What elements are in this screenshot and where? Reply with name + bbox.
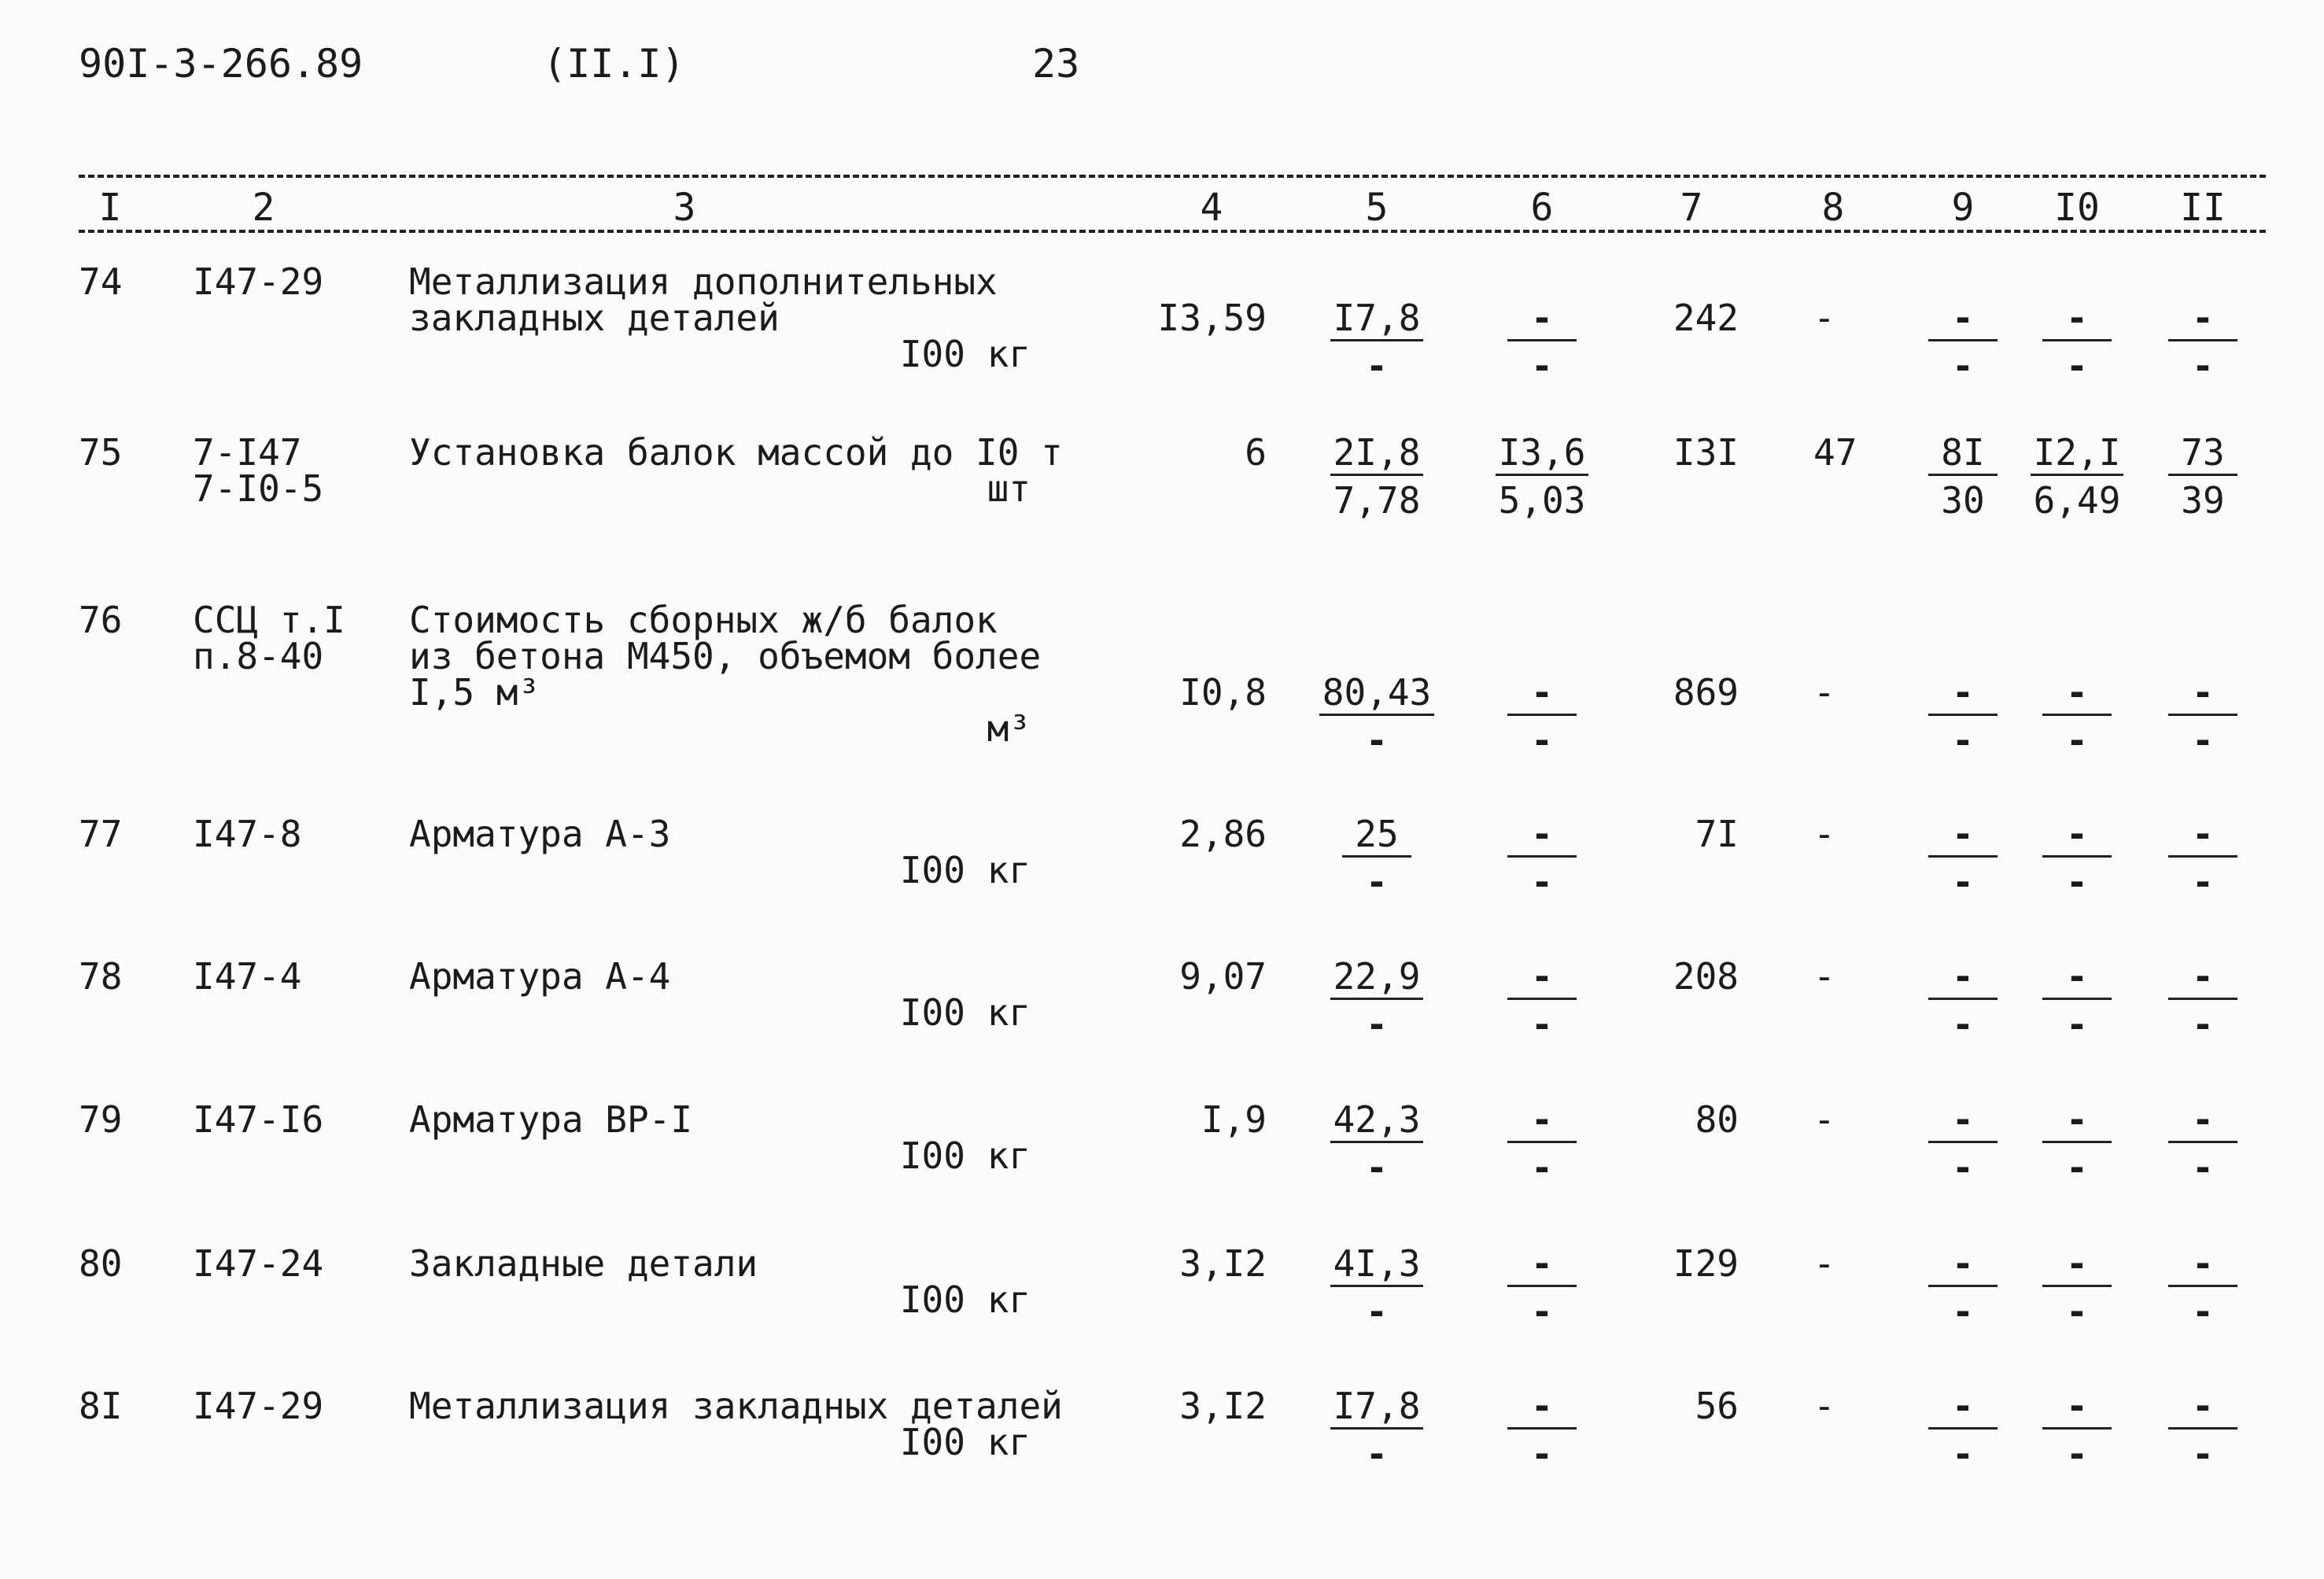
document-code: 90I-3-266.89 [79, 41, 363, 87]
work-description: Металлизация дополнительных закладных деталей [409, 260, 998, 339]
col11-value-numerator: 73 [2168, 434, 2237, 476]
work-description: Установка балок массой до I0 т [409, 431, 1063, 474]
row-number: 76 [79, 599, 123, 641]
col9-value-denominator: - [1952, 1290, 1974, 1333]
col9-value-numerator: - [1928, 674, 1998, 716]
col11-value [2136, 297, 2270, 387]
unit-cost-labor-denominator: - [1531, 1146, 1553, 1189]
col10-value [2010, 671, 2144, 762]
col11-value-numerator: - [2168, 674, 2237, 716]
unit-of-measure: I00 кг [899, 1421, 1031, 1463]
section-number: (II.I) [543, 41, 685, 87]
unit-cost-total-numerator: 42,3 [1330, 1101, 1424, 1143]
col10-value-numerator: - [2042, 1388, 2112, 1430]
col10-value-numerator: - [2042, 1101, 2112, 1143]
col9-value-numerator: - [1928, 958, 1998, 1000]
col9-value-numerator: - [1928, 300, 1998, 341]
col11-value [2136, 671, 2270, 762]
col11-value-denominator: - [2192, 345, 2214, 387]
col9-value-numerator: 8I [1928, 434, 1998, 476]
labor-cost: - [1813, 297, 1835, 339]
col10-value [2010, 431, 2144, 522]
col10-value-numerator: - [2042, 816, 2112, 858]
unit-cost-total-numerator: 25 [1342, 816, 1411, 858]
col9-value-denominator: - [1952, 1003, 1974, 1046]
col11-value [2136, 1385, 2270, 1475]
labor-cost: - [1813, 813, 1835, 855]
row-number: 74 [79, 260, 123, 303]
col11-value-numerator: - [2168, 300, 2237, 341]
col10-value-denominator: - [2066, 861, 2088, 903]
column-number: 2 [252, 186, 275, 230]
col10-value-denominator: - [2066, 719, 2088, 762]
norm-reference: I47-4 [193, 955, 302, 998]
column-number: I [98, 186, 122, 230]
col9-value-denominator: - [1952, 861, 1974, 903]
labor-cost: - [1813, 1098, 1835, 1141]
col11-value-numerator: - [2168, 1245, 2237, 1287]
norm-reference: I47-29 [193, 260, 324, 303]
quantity: 9,07 [1179, 955, 1267, 998]
col10-value-numerator: - [2042, 300, 2112, 341]
total-cost: 56 [1695, 1385, 1739, 1427]
col9-value-denominator: - [1952, 1433, 1974, 1475]
col10-value [2010, 1385, 2144, 1475]
col10-value-denominator: - [2066, 345, 2088, 387]
col10-value-numerator: - [2042, 958, 2112, 1000]
col10-value-numerator: I2,I [2031, 434, 2124, 476]
quantity: 3,I2 [1179, 1242, 1267, 1285]
row-number: 79 [79, 1098, 123, 1141]
work-description: Арматура А-4 [409, 955, 671, 998]
unit-cost-total-numerator: 80,43 [1319, 674, 1434, 716]
unit-cost-labor-denominator: - [1531, 1290, 1553, 1333]
unit-cost-labor [1475, 1385, 1609, 1475]
col11-value [2136, 955, 2270, 1046]
unit-cost-total [1310, 671, 1444, 762]
labor-cost: - [1813, 671, 1835, 714]
unit-of-measure: I00 кг [899, 333, 1031, 375]
column-number: II [2180, 186, 2226, 230]
column-number: 8 [1821, 186, 1845, 230]
work-description: Закладные детали [409, 1242, 758, 1285]
col10-value-denominator: - [2066, 1290, 2088, 1333]
total-cost: 242 [1673, 297, 1739, 339]
unit-of-measure: шт [987, 467, 1031, 510]
col11-value [2136, 813, 2270, 903]
table-header-rule [79, 230, 2266, 233]
work-description: Стоимость сборных ж/б балок из бетона М450, объемом более I,5 м³ [409, 599, 1042, 714]
col11-value [2136, 431, 2270, 522]
col10-value [2010, 955, 2144, 1046]
work-description: Арматура ВР-I [409, 1098, 693, 1141]
unit-cost-labor-numerator: - [1507, 1101, 1577, 1143]
work-description: Арматура А-3 [409, 813, 671, 855]
unit-cost-total-denominator: - [1366, 1290, 1388, 1333]
col10-value [2010, 297, 2144, 387]
col11-value-numerator: - [2168, 1388, 2237, 1430]
quantity: 3,I2 [1179, 1385, 1267, 1427]
unit-cost-labor-numerator: - [1507, 958, 1577, 1000]
row-number: 8I [79, 1385, 123, 1427]
unit-cost-labor [1475, 1098, 1609, 1189]
unit-cost-total-denominator: - [1366, 1433, 1388, 1475]
labor-cost: - [1813, 1385, 1835, 1427]
unit-cost-total-numerator: 2I,8 [1330, 434, 1424, 476]
unit-cost-labor [1475, 1242, 1609, 1333]
col9-value-denominator: 30 [1941, 479, 1985, 522]
labor-cost: 47 [1813, 431, 1857, 474]
unit-cost-labor-numerator: - [1507, 674, 1577, 716]
row-number: 75 [79, 431, 123, 474]
unit-cost-total [1310, 297, 1444, 387]
unit-cost-labor [1475, 671, 1609, 762]
col10-value-denominator: - [2066, 1146, 2088, 1189]
col11-value [2136, 1242, 2270, 1333]
col10-value-denominator: - [2066, 1433, 2088, 1475]
total-cost: I29 [1673, 1242, 1739, 1285]
norm-reference: 7-I47 7-I0-5 [193, 431, 324, 510]
col11-value-numerator: - [2168, 958, 2237, 1000]
unit-cost-total [1310, 813, 1444, 903]
unit-of-measure: I00 кг [899, 1134, 1031, 1177]
unit-cost-total-numerator: I7,8 [1330, 300, 1424, 341]
unit-cost-total [1310, 1098, 1444, 1189]
row-number: 77 [79, 813, 123, 855]
col10-value [2010, 1242, 2144, 1333]
unit-cost-total-denominator: - [1366, 1146, 1388, 1189]
col9-value-denominator: - [1952, 1146, 1974, 1189]
column-number: 5 [1365, 186, 1389, 230]
table-top-rule [79, 175, 2266, 178]
col11-value-numerator: - [2168, 816, 2237, 858]
unit-cost-labor [1475, 297, 1609, 387]
unit-cost-labor [1475, 813, 1609, 903]
work-description: Металлизация закладных деталей [409, 1385, 1063, 1427]
labor-cost: - [1813, 1242, 1835, 1285]
unit-cost-total-denominator: - [1366, 861, 1388, 903]
unit-cost-labor-numerator: - [1507, 816, 1577, 858]
col11-value-denominator: 39 [2181, 479, 2225, 522]
column-number: 7 [1680, 186, 1703, 230]
unit-cost-labor-denominator: 5,03 [1498, 479, 1586, 522]
col10-value-denominator: - [2066, 1003, 2088, 1046]
quantity: I3,59 [1157, 297, 1267, 339]
column-number: 3 [673, 186, 696, 230]
unit-cost-total [1310, 431, 1444, 522]
unit-cost-total-denominator: - [1366, 1003, 1388, 1046]
page-number: 23 [1032, 41, 1080, 87]
unit-cost-total-denominator: 7,78 [1333, 479, 1421, 522]
total-cost: I3I [1673, 431, 1739, 474]
unit-cost-total [1310, 955, 1444, 1046]
quantity: I0,8 [1179, 671, 1267, 714]
unit-cost-total-denominator: - [1366, 719, 1388, 762]
unit-cost-total-numerator: 22,9 [1330, 958, 1424, 1000]
unit-of-measure: I00 кг [899, 849, 1031, 891]
norm-reference: I47-29 [193, 1385, 324, 1427]
col10-value [2010, 813, 2144, 903]
col9-value-denominator: - [1952, 719, 1974, 762]
unit-cost-labor-denominator: - [1531, 719, 1553, 762]
total-cost: 80 [1695, 1098, 1739, 1141]
unit-cost-labor-denominator: - [1531, 861, 1553, 903]
total-cost: 869 [1673, 671, 1739, 714]
quantity: 6 [1245, 431, 1267, 474]
col11-value-denominator: - [2192, 1146, 2214, 1189]
col10-value-numerator: - [2042, 674, 2112, 716]
norm-reference: ССЦ т.I п.8-40 [193, 599, 345, 677]
unit-of-measure: I00 кг [899, 1278, 1031, 1321]
total-cost: 208 [1673, 955, 1739, 998]
col11-value-denominator: - [2192, 1433, 2214, 1475]
unit-cost-labor-numerator: - [1507, 1388, 1577, 1430]
column-number: 6 [1530, 186, 1554, 230]
col10-value [2010, 1098, 2144, 1189]
unit-cost-labor-numerator: I3,6 [1496, 434, 1589, 476]
unit-cost-labor-denominator: - [1531, 1003, 1553, 1046]
labor-cost: - [1813, 955, 1835, 998]
norm-reference: I47-8 [193, 813, 302, 855]
row-number: 80 [79, 1242, 123, 1285]
unit-cost-labor-numerator: - [1507, 300, 1577, 341]
total-cost: 7I [1695, 813, 1739, 855]
column-number: I0 [2054, 186, 2100, 230]
unit-of-measure: I00 кг [899, 991, 1031, 1034]
quantity: I,9 [1201, 1098, 1267, 1141]
unit-cost-total-numerator: I7,8 [1330, 1388, 1424, 1430]
row-number: 78 [79, 955, 123, 998]
column-number: 4 [1200, 186, 1223, 230]
unit-cost-labor-denominator: - [1531, 345, 1553, 387]
column-number: 9 [1951, 186, 1975, 230]
unit-cost-labor [1475, 431, 1609, 522]
norm-reference: I47-24 [193, 1242, 324, 1285]
col11-value-denominator: - [2192, 861, 2214, 903]
col10-value-denominator: 6,49 [2033, 479, 2121, 522]
col11-value-numerator: - [2168, 1101, 2237, 1143]
unit-cost-labor-numerator: - [1507, 1245, 1577, 1287]
unit-cost-total [1310, 1385, 1444, 1475]
col11-value [2136, 1098, 2270, 1189]
col11-value-denominator: - [2192, 1290, 2214, 1333]
col9-value-numerator: - [1928, 816, 1998, 858]
col11-value-denominator: - [2192, 1003, 2214, 1046]
col9-value-numerator: - [1928, 1101, 1998, 1143]
col9-value-denominator: - [1952, 345, 1974, 387]
unit-cost-labor [1475, 955, 1609, 1046]
unit-cost-labor-denominator: - [1531, 1433, 1553, 1475]
norm-reference: I47-I6 [193, 1098, 324, 1141]
unit-cost-total-numerator: 4I,3 [1330, 1245, 1424, 1287]
col9-value-numerator: - [1928, 1245, 1998, 1287]
col9-value-numerator: - [1928, 1388, 1998, 1430]
quantity: 2,86 [1179, 813, 1267, 855]
col10-value-numerator: - [2042, 1245, 2112, 1287]
col11-value-denominator: - [2192, 719, 2214, 762]
unit-cost-total [1310, 1242, 1444, 1333]
unit-cost-total-denominator: - [1366, 345, 1388, 387]
unit-of-measure: м³ [987, 707, 1031, 750]
